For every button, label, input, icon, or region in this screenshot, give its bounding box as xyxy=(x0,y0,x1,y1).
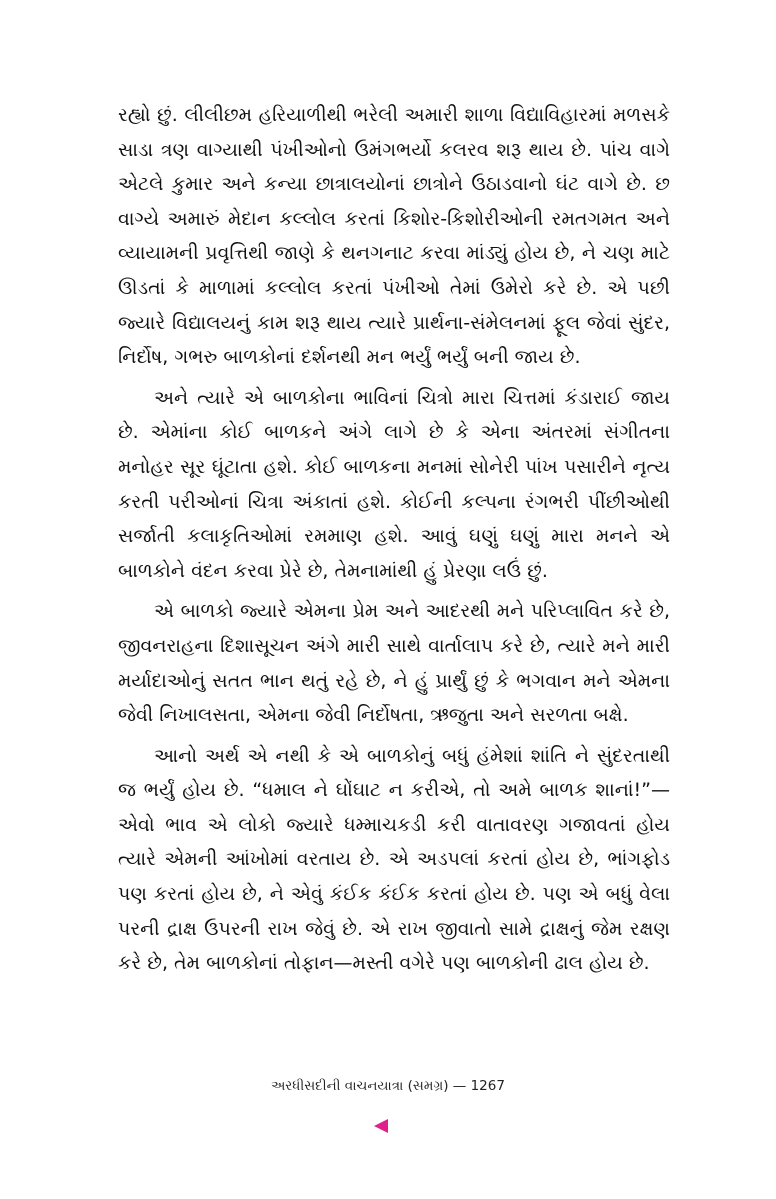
paragraph-3: એ બાળકો જ્યારે એમના પ્રેમ અને આદરથી મને પરિપ્લાવિત કરે છે, જીવનરાહના દિશાસૂચન અંગે મારી સાથે વાર્તાલાપ કરે છે, ત્યારે મને મારી મર્યાદાઓનું સતત ભાન થતું રહે છે, ને હું પ્રાર્થું છું કે ભગવાન મને એમના જેવી નિખાલસતા, એમના જેવી નિર્દોષતા, ઋજુતા અને સરળતા બક્ષે. xyxy=(118,600,670,727)
paragraph-4: આનો અર્થ એ નથી કે એ બાળકોનું બધું હંમેશાં શાંતિ ને સુંદરતાથી જ ભર્યું હોય છે. “ધમાલ ને ઘોંઘાટ ન કરીએ, તો અમે બાળક શાનાં!”—એવો ભાવ એ લોકો જ્યારે ધમ્માચકડી કરી વાતાવરણ ગજાવતાં હોય ત્યારે એમની આંખોમાં વરતાય છે. એ અડપલાં કરતાં હોય છે, ભાંગફોડ પણ કરતાં હોય છે, ને એવું કંઈક કંઈક કરતાં હોય છે. પણ એ બધું વેલા પરની દ્રાક્ષ ઉપરની રાખ જેવું છે. એ રાખ જીવાતો સામે દ્રાક્ષનું જેમ રક્ષણ કરે છે, તેમ બાળકોનાં તોફાન—મસ્તી વગેરે પણ બાળકોની ઢાલ હોય છે. xyxy=(118,744,670,975)
previous-page-arrow-icon[interactable] xyxy=(374,1119,388,1133)
page-body xyxy=(118,98,670,987)
paragraph-2: અને ત્યારે એ બાળકોના ભાવિનાં ચિત્રો મારા ચિત્તમાં કંડારાઈ જાય છે. એમાંના કોઈ બાળકને અંગે લાગે છે કે એના અંતરમાં સંગીતના મનોહર સૂર ઘૂંટાતા હશે. કોઈ બાળકના મનમાં સોનેરી પાંખ પસારીને નૃત્ય કરતી પરીઓનાં ચિત્રા અંકાતાં હશે. કોઈની કલ્પના રંગભરી પીંછીઓથી સર્જાતી કલાકૃતિઓમાં રમમાણ હશે. આવું ઘણું ઘણું મારા મનને એ બાળકોને વંદન કરવા પ્રેરે છે, તેમનામાંથી હું પ્રેરણા લઉં છું. xyxy=(118,386,670,582)
page-footer: અરધીસદીની વાચનયાત્રા (સમગ્ર) — 1267 xyxy=(271,1078,505,1094)
paragraph-1: રહ્યો છું. લીલીછમ હરિયાળીથી ભરેલી અમારી શાળા વિદ્યાવિહારમાં મળસકે સાડા ત્રણ વાગ્યાથી પંખીઓનો ઉમંગભર્યો કલરવ શરૂ થાય છે. પાંચ વાગે એટલે કુમાર અને કન્યા છાત્રાલયોનાં છાત્રોને ઉઠાડવાનો ઘંટ વાગે છે. છ વાગ્યે અમારું મેદાન કલ્લોલ કરતાં કિશોર-કિશોરીઓની રમતગમત અને વ્યાયામની પ્રવૃત્તિથી જાણે કે થનગનાટ કરવા માંડ્યું હોય છે, ને ચણ માટે ઊડતાં કે માળામાં કલ્લોલ કરતાં પંખીઓ તેમાં ઉમેરો કરે છે. એ પછી જ્યારે વિદ્યાલયનું કામ શરૂ થાય ત્યારે પ્રાર્થના-સંમેલનમાં ફૂલ જેવાં સુંદર, નિર્દોષ, ગભરુ બાળકોનાં દર્શનથી મન ભર્યું ભર્યું બની જાય છે. xyxy=(118,104,670,369)
